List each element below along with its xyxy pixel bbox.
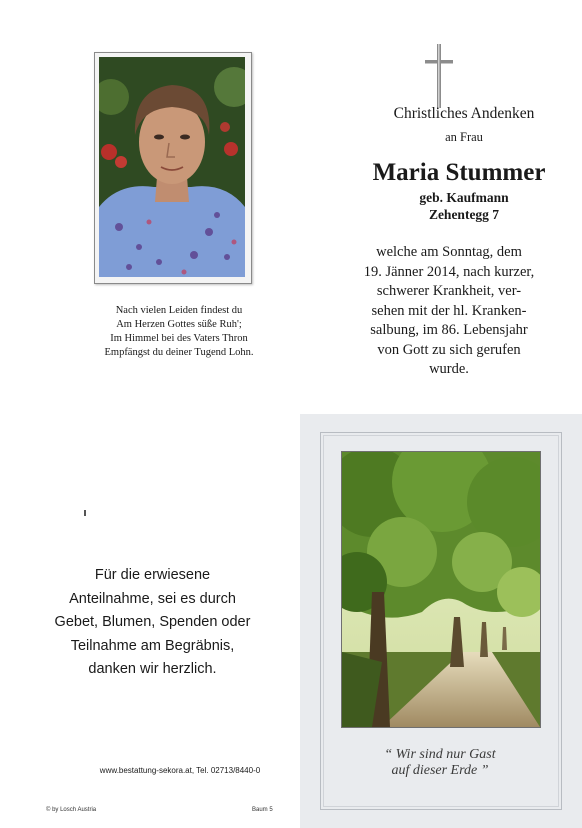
picture-panel bbox=[300, 414, 582, 828]
thanks-line: Anteilnahme, sei es durch bbox=[69, 590, 236, 607]
memorial-quote bbox=[340, 747, 540, 779]
deceased-name: Maria Stummer bbox=[372, 159, 546, 186]
birth-name: geb. Kaufmann bbox=[419, 190, 509, 205]
tree-avenue-image bbox=[341, 451, 541, 728]
thanks-line: Gebet, Blumen, Spenden oder bbox=[54, 614, 251, 630]
death-line: sehen mit der hl. Kranken- bbox=[371, 302, 527, 319]
death-notice bbox=[334, 243, 564, 380]
thanks-line: Für die erwiesene bbox=[94, 567, 211, 583]
thanks-line: danken wir herzlich. bbox=[88, 661, 217, 677]
memorial-card-front bbox=[34, 22, 582, 414]
death-line: welche am Sonntag, dem bbox=[376, 244, 522, 260]
salutation: an Frau bbox=[445, 130, 483, 144]
copyright-note: © by Losch Austria bbox=[46, 807, 97, 813]
cross-icon bbox=[424, 44, 454, 108]
quote-line: “ Wir sind nur Gast bbox=[384, 747, 496, 762]
death-line: schwerer Krankheit, ver- bbox=[376, 283, 522, 299]
quote-line: auf dieser Erde ” bbox=[391, 763, 489, 778]
poem-line: Im Himmel bei des Vaters Thron bbox=[110, 333, 248, 344]
poem-line: Nach vielen Leiden findest du bbox=[115, 305, 243, 316]
death-line: salbung, im 86. Lebensjahr bbox=[370, 322, 528, 338]
portrait-frame bbox=[94, 52, 252, 284]
death-line: von Gott zu sich gerufen bbox=[377, 341, 521, 358]
memorial-heading: Christliches Andenken bbox=[393, 105, 535, 122]
funeral-home-contact: www.bestattung-sekora.at, Tel. 02713/8440-0 bbox=[99, 766, 261, 775]
address: Zehentegg 7 bbox=[428, 207, 500, 222]
death-line: 19. Jänner 2014, nach kurzer, bbox=[363, 263, 535, 280]
portrait-photo bbox=[99, 57, 245, 277]
poem-line: Empfängst du deiner Tugend Lohn. bbox=[104, 347, 254, 358]
memorial-poem bbox=[54, 304, 304, 360]
thanks-line: Teilnahme am Begräbnis, bbox=[70, 637, 235, 654]
thank-you-text bbox=[40, 564, 265, 682]
fold-mark bbox=[84, 510, 86, 516]
design-code: Baum 5 bbox=[252, 807, 273, 813]
death-line: wurde. bbox=[429, 361, 469, 377]
poem-line: Am Herzen Gottes süße Ruh'; bbox=[116, 319, 242, 330]
thank-you-panel bbox=[0, 414, 300, 828]
